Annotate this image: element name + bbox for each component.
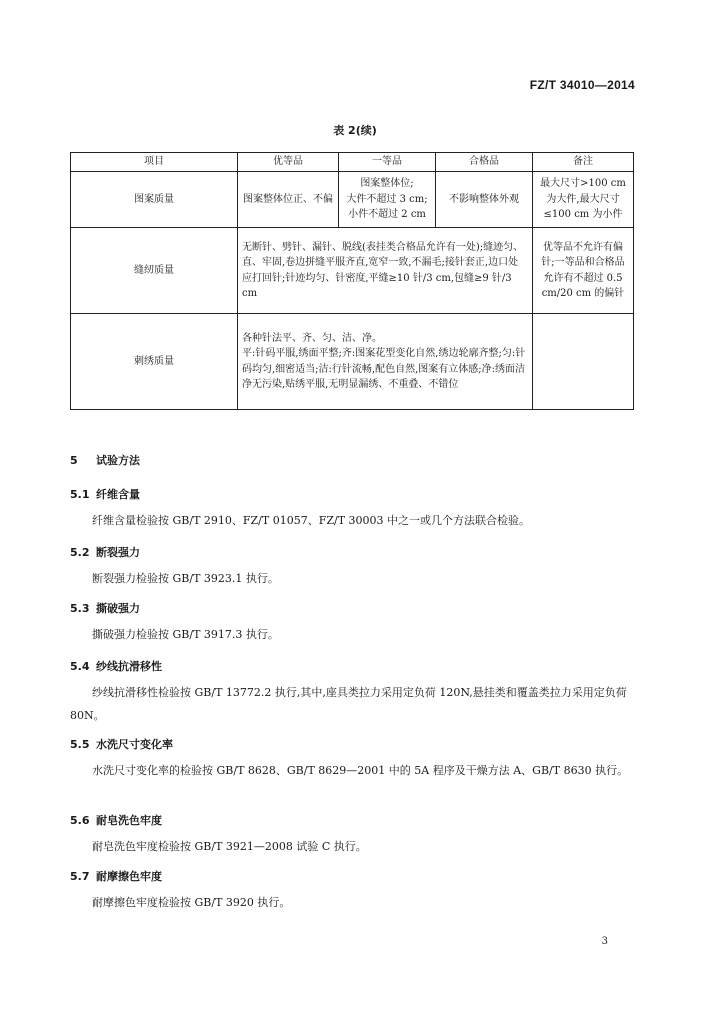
section-paragraph: 水洗尺寸变化率的检验按 GB/T 8628、GB/T 8629—2001 中的 5A 程序及干燥方法 A、GB/T 8630 执行。	[92, 764, 629, 777]
section-title: 纱线抗滑移性	[96, 660, 162, 673]
cell-item: 图案质量	[71, 172, 238, 228]
cell-item: 缝纫质量	[71, 228, 238, 314]
section-number: 5.3	[70, 602, 90, 615]
section-title: 水洗尺寸变化率	[96, 738, 173, 751]
section-title: 耐皂洗色牢度	[96, 814, 162, 827]
spec-table	[70, 152, 634, 410]
header-first-class: 一等品	[339, 153, 436, 172]
table-header-row	[71, 153, 634, 172]
embroidery-line: 各种针法平、齐、匀、洁、净。	[242, 332, 382, 344]
section-number: 5.5	[70, 738, 90, 751]
section-number: 5	[70, 454, 78, 467]
section-heading	[70, 600, 140, 616]
section-title: 断裂强力	[96, 546, 140, 559]
table-row	[71, 314, 634, 410]
section-heading	[70, 486, 140, 502]
section-heading	[70, 736, 173, 752]
section-paragraph: 撕破强力检验按 GB/T 3917.3 执行。	[92, 628, 279, 641]
table-row	[71, 172, 634, 228]
cell-remark	[533, 314, 634, 410]
section-number: 5.4	[70, 660, 90, 673]
section-paragraph: 耐摩擦色牢度检验按 GB/T 3920 执行。	[92, 896, 291, 909]
header-item: 项目	[71, 153, 238, 172]
section-heading	[70, 658, 162, 674]
section-number: 5.6	[70, 814, 90, 827]
cell-qualified: 不影响整体外观	[436, 172, 533, 228]
cell-remark: 优等品不允许有偏针;一等品和合格品允许有不超过 0.5 cm/20 cm 的偏针	[533, 228, 634, 314]
section-heading	[70, 544, 140, 560]
embroidery-line: 平:针码平服,绣面平整;齐:图案花型变化自然,绣边轮廓齐整;匀:针码均匀,细密适当;洁:行针流畅,配色自然,图案有立体感;净:绣面洁净无污染,贴绣平服,无明显漏绣、不重叠、不错位	[242, 348, 526, 390]
section-title: 试验方法	[96, 454, 140, 467]
header-superior: 优等品	[238, 153, 339, 172]
cell-merged-requirement: 无断针、劈针、漏针、脱线(表挂类合格品允许有一处);缝迹匀、直、牢固,卷边拼缝平服齐直,宽窄一致,不漏毛;接针套正,边口处应打回针;针迹均匀、针密度,平缝≥10 针/3 cm,包缝≥9 针/3 cm	[238, 228, 533, 314]
section-heading	[70, 812, 162, 828]
section-paragraph: 纤维含量检验按 GB/T 2910、FZ/T 01057、FZ/T 30003 中之一或几个方法联合检验。	[92, 514, 531, 527]
header-remark: 备注	[533, 153, 634, 172]
section-heading	[70, 868, 162, 884]
header-qualified: 合格品	[436, 153, 533, 172]
table-row	[71, 228, 634, 314]
section-paragraph: 断裂强力检验按 GB/T 3923.1 执行。	[92, 572, 279, 585]
table-caption: 表 2(续)	[333, 124, 377, 137]
section-title: 纤维含量	[96, 488, 140, 501]
standard-code: FZ/T 34010—2014	[529, 78, 635, 92]
section-number: 5.2	[70, 546, 90, 559]
cell-merged-requirement	[238, 314, 533, 410]
section-title: 耐摩擦色牢度	[96, 870, 162, 883]
cell-first-class: 图案整体位; 大件不超过 3 cm; 小件不超过 2 cm	[339, 172, 436, 228]
page-number: 3	[601, 936, 608, 947]
section-paragraph: 纱线抗滑移性检验按 GB/T 13772.2 执行,其中,座具类拉力采用定负荷 120N,悬挂类和覆盖类拉力采用定负荷 80N。	[70, 686, 627, 722]
cell-item: 刺绣质量	[71, 314, 238, 410]
cell-remark: 最大尺寸>100 cm 为大件,最大尺寸 ≤100 cm 为小件	[533, 172, 634, 228]
cell-superior: 图案整体位正、不偏	[238, 172, 339, 228]
section-paragraph: 耐皂洗色牢度检验按 GB/T 3921—2008 试验 C 执行。	[92, 840, 367, 853]
section-number: 5.7	[70, 870, 90, 883]
section-heading	[70, 452, 140, 468]
section-number: 5.1	[70, 488, 90, 501]
section-title: 撕破强力	[96, 602, 140, 615]
